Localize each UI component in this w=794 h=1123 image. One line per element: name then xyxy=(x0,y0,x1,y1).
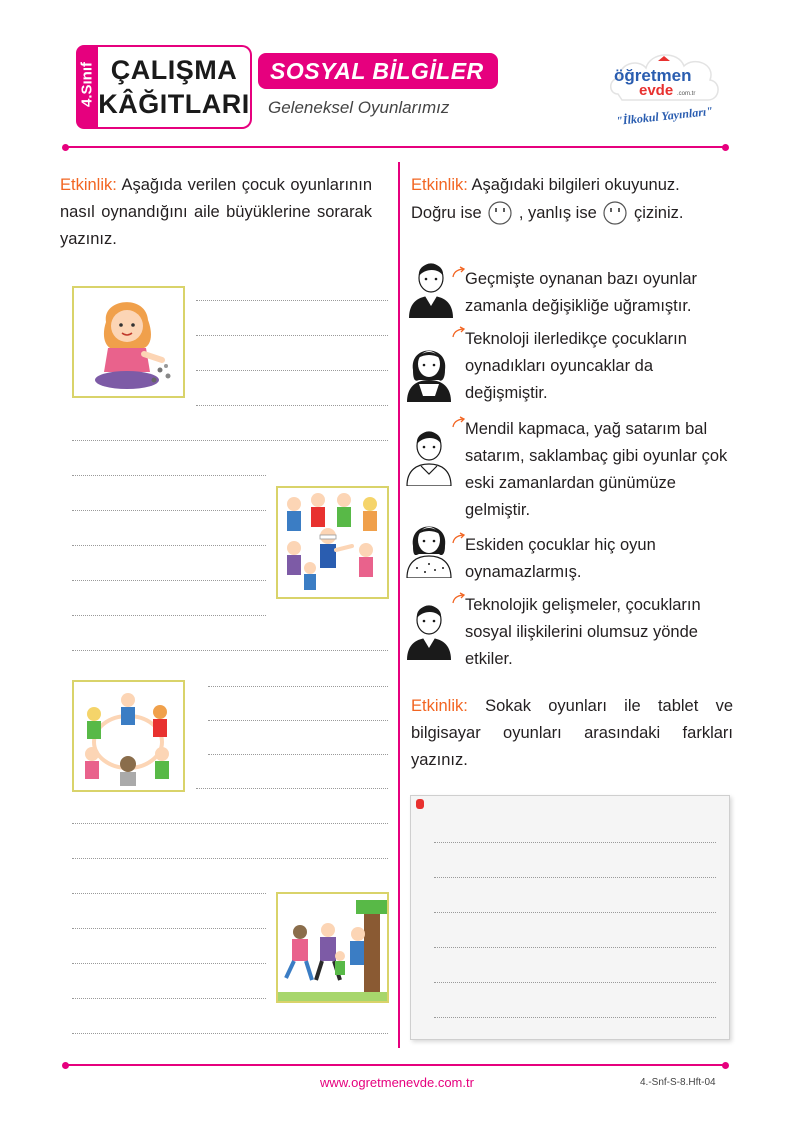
answer-line[interactable] xyxy=(72,440,388,441)
answer-line[interactable] xyxy=(434,1017,716,1018)
footer-rule xyxy=(66,1064,726,1066)
answer-line[interactable] xyxy=(434,877,716,878)
footer-code: 4.-Snf-S-8.Hft-04 xyxy=(640,1077,716,1088)
activity-2-text-b2: , yanlış ise xyxy=(518,204,597,222)
answer-line[interactable] xyxy=(196,788,388,789)
subject-banner xyxy=(258,53,498,89)
worksheet-title xyxy=(98,45,252,129)
answer-line[interactable] xyxy=(72,893,266,894)
pointer-arrow-icon xyxy=(452,326,466,338)
activity-2-instruction xyxy=(411,172,741,227)
activity-1-label: Etkinlik: xyxy=(60,176,117,194)
activity-3-label: Etkinlik: xyxy=(411,697,468,715)
answer-line[interactable] xyxy=(72,858,388,859)
pointer-arrow-icon xyxy=(452,592,466,604)
pointer-arrow-icon xyxy=(452,266,466,278)
blindfold-game-illustration xyxy=(278,488,387,597)
answer-line[interactable] xyxy=(72,650,388,651)
girl-stones-illustration xyxy=(74,288,183,396)
girl-avatar-dotted-icon xyxy=(405,516,453,578)
answer-line[interactable] xyxy=(72,475,266,476)
answer-line[interactable] xyxy=(196,300,388,301)
answer-line[interactable] xyxy=(434,982,716,983)
publisher-logo xyxy=(604,42,722,134)
activity-2-text-b3: çiziniz. xyxy=(633,204,684,222)
logo-domain: .com.tr xyxy=(677,91,696,97)
activity-3-instruction xyxy=(411,693,733,774)
answer-line[interactable] xyxy=(434,912,716,913)
sad-face-icon xyxy=(601,201,629,225)
happy-face-icon xyxy=(486,201,514,225)
answer-paper xyxy=(410,795,730,1040)
answer-line[interactable] xyxy=(196,335,388,336)
statement-4: Eskiden çocuklar hiç oyun oynamazlarmış. xyxy=(465,536,656,581)
answer-line[interactable] xyxy=(72,928,266,929)
boy-avatar-icon xyxy=(407,256,455,318)
activity-1-instruction xyxy=(60,172,372,253)
picture-blindfold-game xyxy=(276,486,389,599)
column-divider xyxy=(398,162,400,1048)
picture-circle-game xyxy=(72,680,185,792)
rule-dot-left xyxy=(62,1062,69,1069)
activity-2-label: Etkinlik: xyxy=(411,176,468,194)
answer-line[interactable] xyxy=(72,580,266,581)
rule-dot-left xyxy=(62,144,69,151)
logo-brand-b: evde xyxy=(639,82,674,99)
activity-2-text-a: Aşağıdaki bilgileri okuyunuz. xyxy=(467,176,680,194)
answer-line[interactable] xyxy=(196,405,388,406)
footer-website-link[interactable]: www.ogretmenevde.com.tr xyxy=(320,1075,474,1090)
title-line-1: ÇALIŞMA xyxy=(110,55,238,85)
activity-1-text: Aşağıda verilen çocuk oyunlarının nasıl oynandığını aile büyüklerine sorarak yazınız. xyxy=(60,176,372,248)
answer-line[interactable] xyxy=(208,686,388,687)
statement-5: Teknolojik gelişmeler, çocukların sosyal ilişkilerini olumsuz yönde etkiler. xyxy=(465,596,701,668)
circle-game-illustration xyxy=(74,682,183,790)
girl-avatar-icon xyxy=(405,340,453,402)
rule-dot-right xyxy=(722,1062,729,1069)
pointer-arrow-icon xyxy=(452,532,466,544)
hide-and-seek-illustration xyxy=(278,894,387,1001)
answer-line[interactable] xyxy=(434,947,716,948)
answer-line[interactable] xyxy=(72,998,266,999)
rule-dot-right xyxy=(722,144,729,151)
picture-girl-playing-stones xyxy=(72,286,185,398)
pointer-arrow-icon xyxy=(452,416,466,428)
statement-2: Teknoloji ilerledikçe çocukların oynadıkları oyuncaklar da değişmiştir. xyxy=(465,330,687,402)
answer-line[interactable] xyxy=(208,720,388,721)
grade-label: 4.Sınıf xyxy=(78,62,96,108)
answer-line[interactable] xyxy=(72,510,266,511)
answer-line[interactable] xyxy=(72,823,388,824)
title-line-2: KÂĞITLARI xyxy=(98,89,250,119)
subject-title: SOSYAL BİLGİLER xyxy=(270,58,484,84)
grade-tab xyxy=(76,45,98,129)
statement-1: Geçmişte oynanan bazı oyunlar zamanla değişikliğe uğramıştır. xyxy=(465,270,698,315)
boy-avatar-icon xyxy=(405,598,453,660)
answer-line[interactable] xyxy=(434,842,716,843)
logo-tagline: "İlkokul Yayınları" xyxy=(615,103,714,128)
header-rule xyxy=(66,146,726,148)
answer-line[interactable] xyxy=(196,370,388,371)
activity-3-text: Sokak oyunları ile tablet ve bilgisayar oyunları arasındaki farkları yazınız. xyxy=(411,697,733,769)
answer-line[interactable] xyxy=(72,1033,388,1034)
activity-2-text-b1: Doğru ise xyxy=(411,204,482,222)
logo-brand-a: öğretmen xyxy=(614,66,692,85)
answer-line[interactable] xyxy=(72,615,266,616)
answer-line[interactable] xyxy=(208,754,388,755)
picture-hide-and-seek xyxy=(276,892,389,1003)
pin-icon xyxy=(416,799,424,809)
topic-title: Geleneksel Oyunlarımız xyxy=(268,98,450,117)
answer-line[interactable] xyxy=(72,545,266,546)
boy-avatar-outline-icon xyxy=(405,424,453,486)
statement-3: Mendil kapmaca, yağ satarım bal satarım, saklambaç gibi oyunlar çok eski zamanlardan günümüze gelmiştir. xyxy=(465,420,728,519)
answer-line[interactable] xyxy=(72,963,266,964)
